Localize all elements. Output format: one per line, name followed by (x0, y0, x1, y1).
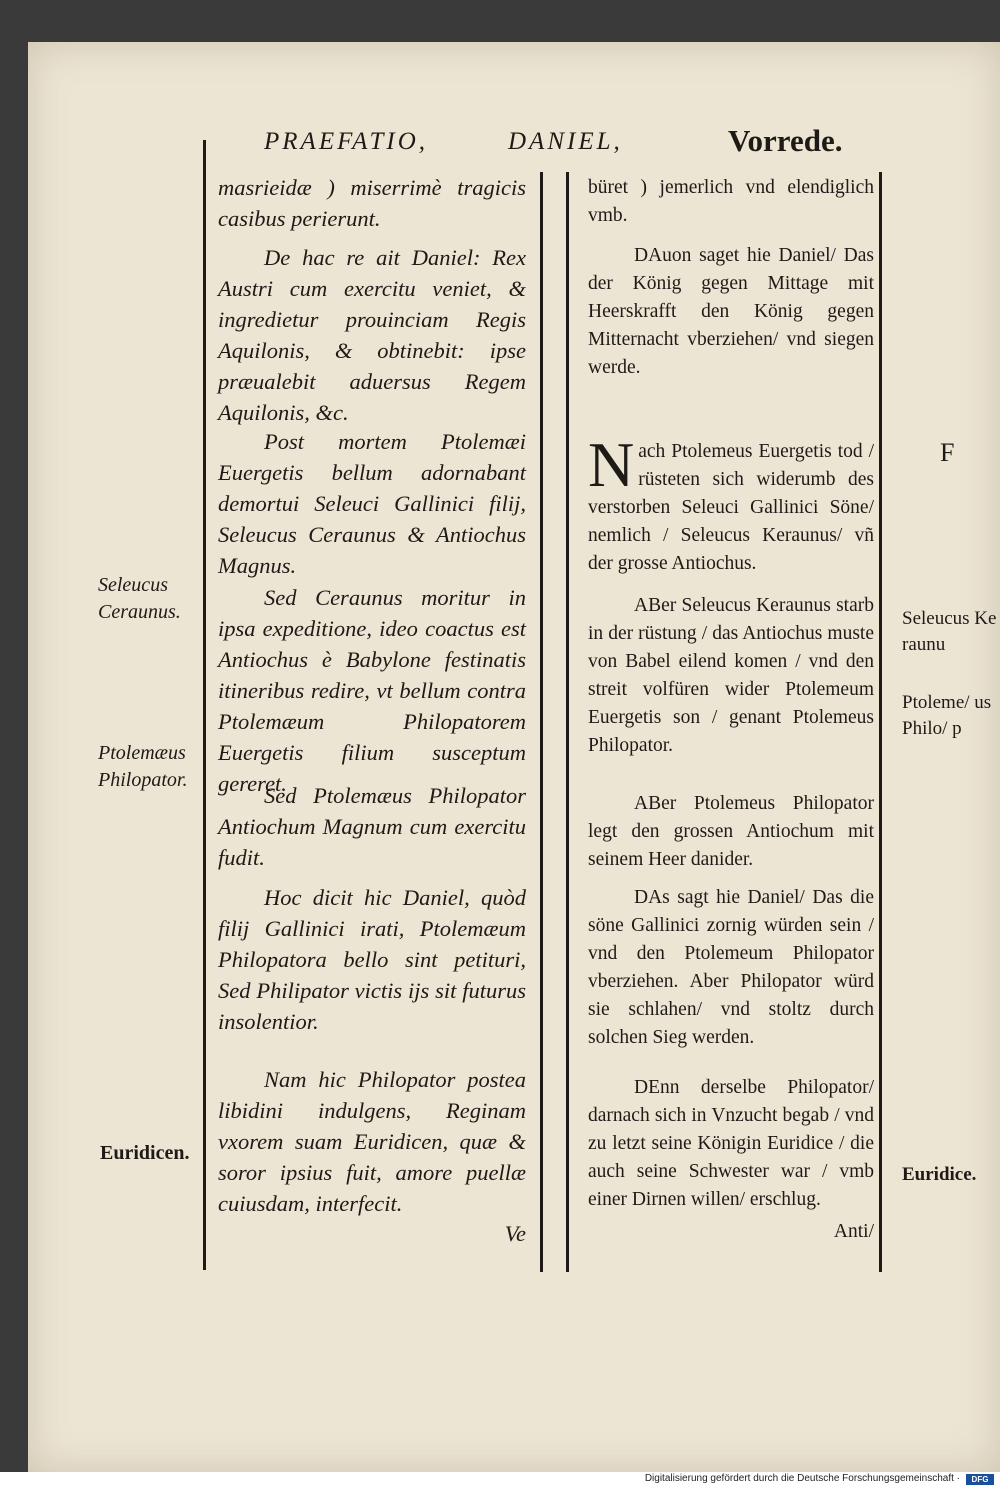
dfg-logo: DFG (966, 1474, 994, 1485)
header-vorrede: Vorrede. (728, 123, 843, 158)
drop-cap: N (588, 429, 635, 500)
german-paragraph-7 (588, 1074, 874, 1214)
footer-text: Digitalisierung gefördert durch die Deutsche Forschungsgemeinschaft · (644, 1473, 960, 1484)
marginal-note-seleucus: Seleucus Ceraunus. (98, 574, 181, 623)
german-text: DAs sagt hie Daniel/ Das die söne Gallinici zornig würden sein / vnd den Ptolemeum Philopator vberziehen. Aber Philopator würd sie schlahen/ vnd stoltz durch solchen Sieg werden. (588, 887, 874, 1048)
latin-paragraph-1 (218, 172, 526, 234)
german-paragraph-5 (588, 790, 874, 874)
latin-paragraph-2 (218, 242, 526, 428)
header-daniel: DANIEL, (508, 128, 623, 155)
german-text: DEnn derselbe Philopator/ darnach sich in Vnzucht begab / vnd zu letzt seine Königin Euridice / die auch seine Schwester war / vmb einer Dirnen willen/ erschlug. (588, 1077, 874, 1210)
latin-text: masrieidæ ) miserrimè tragicis casibus perierunt. (218, 175, 526, 231)
latin-text: Sed Ceraunus moritur in ipsa expeditione, ideo coactus est Antiochus è Babylone festinatis itineribus redire, vt bellum contra Ptolemæum Philopatorem Euergetis filium susceptum gereret. (218, 585, 526, 796)
latin-text: Post mortem Ptolemæi Euergetis bellum adornabant demortui Seleuci Gallinici filij, Seleucus Ceraunus & Antiochus Magnus. (218, 429, 526, 578)
german-paragraph-3 (588, 429, 874, 578)
column-rule-middle-2 (566, 172, 569, 1272)
german-text: büret ) jemerlich vnd elendiglich vmb. (588, 177, 874, 226)
latin-paragraph-6 (218, 882, 526, 1037)
german-paragraph-1 (588, 174, 874, 230)
latin-paragraph-4 (218, 582, 526, 799)
marginal-note-euridicen: Euridicen. (100, 1142, 190, 1164)
column-rule-left (203, 140, 206, 1270)
german-catchword: Anti/ (833, 1221, 874, 1242)
signature-mark: F (940, 438, 955, 467)
german-paragraph-2 (588, 242, 874, 382)
german-text: ach Ptolemeus Euergetis tod / rüsteten sich widerumb des verstorben Seleuci Gallinici Söne/ nemlich / Seleucus Keraunus/ vñ der grosse Antiochus. (588, 441, 874, 574)
latin-paragraph-5 (218, 780, 526, 873)
german-text: ABer Seleucus Keraunus starb in der rüstung / das Antiochus muste von Babel eilend komen / vnd den streit volfüren wider Ptolemeum Euergetis son / genant Ptolemeus Philopator. (588, 595, 874, 756)
german-paragraph-6 (588, 884, 874, 1052)
marginal-note-ptolemeus-de: Ptoleme/ us Philo/ p (902, 692, 992, 739)
column-rule-right (879, 172, 882, 1272)
marginal-note-seleucus-de: Seleucus Keraunu (902, 608, 997, 655)
latin-text: Hoc dicit hic Daniel, quòd filij Gallinici irati, Ptolemæum Philopatora bello sint petituri, Sed Philipator victis ijs sit futurus insolentior. (218, 885, 526, 1034)
marginal-note-euridice-de: Euridice. (902, 1164, 977, 1185)
german-text: ABer Ptolemeus Philopator legt den grossen Antiochum mit seinem Heer danider. (588, 793, 874, 870)
latin-paragraph-3 (218, 426, 526, 581)
german-text: DAuon saget hie Daniel/ Das der König gegen Mittage mit Heerskrafft den König gegen Mitternacht vberziehen/ vnd siegen werde. (588, 245, 874, 378)
latin-text: De hac re ait Daniel: Rex Austri cum exercitu veniet, & ingredietur prouinciam Regis Aquilonis, & obtinebit: ipse præualebit aduersus Regem Aquilonis, &c. (218, 245, 526, 425)
marginal-note-ptolemaeus: Ptolemæus Philopator. (98, 742, 188, 791)
latin-paragraph-7 (218, 1064, 526, 1219)
latin-text: Nam hic Philopator postea libidini indulgens, Reginam vxorem suam Euridicen, quæ & soror ipsius fuit, amore puellæ cuiusdam, interfecit. (218, 1067, 526, 1216)
column-rule-middle (540, 172, 543, 1272)
header-praefatio: PRAEFATIO, (264, 128, 429, 155)
digitization-footer (0, 1472, 1000, 1487)
latin-text: Sed Ptolemæus Philopator Antiochum Magnum cum exercitu fudit. (218, 783, 526, 870)
latin-catchword: Ve (504, 1221, 526, 1246)
german-paragraph-4 (588, 592, 874, 760)
